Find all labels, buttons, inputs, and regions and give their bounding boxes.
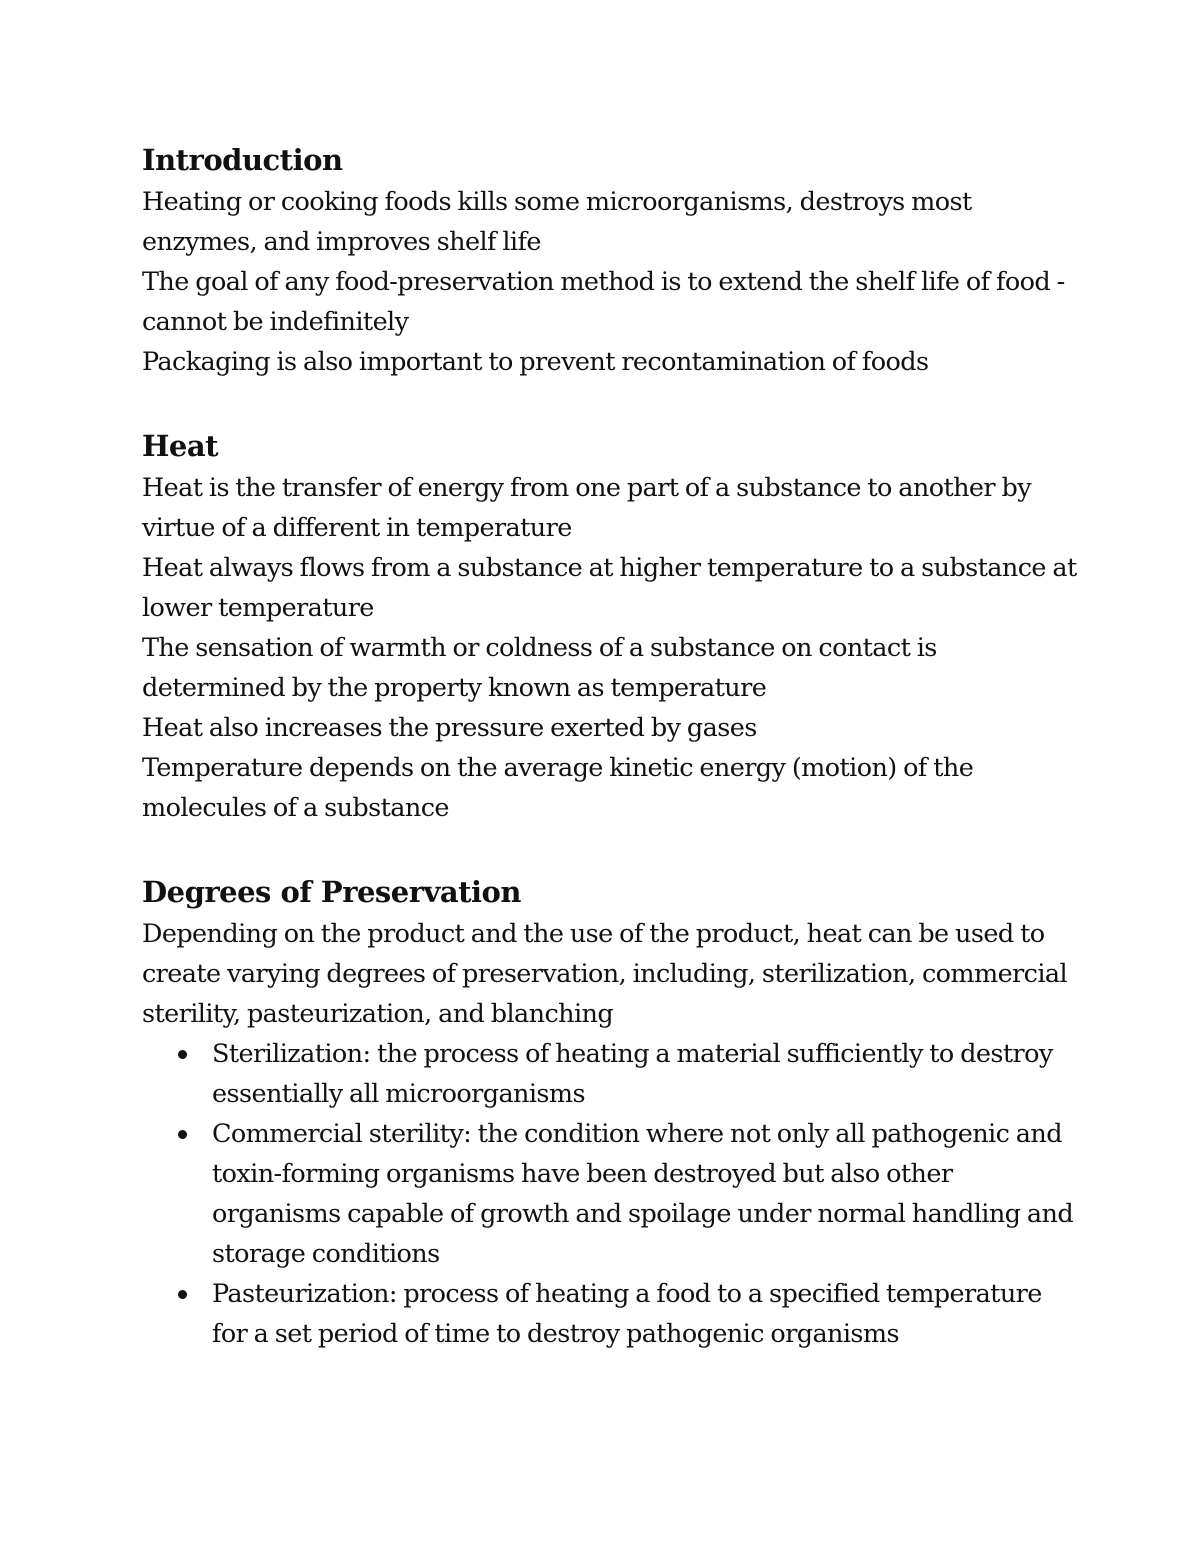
paragraph: Packaging is also important to prevent recontamination of foods	[142, 347, 929, 377]
paragraph: Heating or cooking foods kills some microorganisms, destroys most enzymes, and improves shelf life	[142, 187, 972, 257]
list-item	[212, 1034, 1082, 1114]
list-item-text: Commercial sterility: the condition where not only all pathogenic and toxin-forming organisms have been destroyed but also other organisms capable of growth and spoilage under normal handling and storage conditions	[212, 1119, 1074, 1269]
bullet-icon	[178, 1290, 187, 1299]
list-item	[212, 1114, 1082, 1274]
bullet-list	[142, 1034, 1082, 1354]
bullet-icon	[178, 1050, 187, 1059]
paragraph: Heat also increases the pressure exerted by gases	[142, 713, 757, 743]
paragraph: Heat always flows from a substance at higher temperature to a substance at lower temperature	[142, 553, 1077, 623]
section-heading: Degrees of Preservation	[142, 875, 521, 909]
paragraph: The goal of any food-preservation method is to extend the shelf life of food - cannot be indefinitely	[142, 267, 1065, 337]
paragraph: The sensation of warmth or coldness of a substance on contact is determined by the property known as temperature	[142, 633, 937, 703]
document-page	[142, 138, 1082, 1354]
paragraph: Temperature depends on the average kinetic energy (motion) of the molecules of a substance	[142, 753, 974, 823]
bullet-icon	[178, 1130, 187, 1139]
paragraph: Heat is the transfer of energy from one part of a substance to another by virtue of a different in temperature	[142, 473, 1032, 543]
section-heading: Heat	[142, 429, 219, 463]
section-degrees-of-preservation	[142, 870, 1082, 1354]
section-heading: Introduction	[142, 143, 343, 177]
list-item-text: Sterilization: the process of heating a material sufficiently to destroy essentially all microorganisms	[212, 1039, 1053, 1109]
list-item-text: Pasteurization: process of heating a food to a specified temperature for a set period of time to destroy pathogenic organisms	[212, 1279, 1042, 1349]
list-item	[212, 1274, 1082, 1354]
section-introduction	[142, 138, 1082, 382]
paragraph: Depending on the product and the use of the product, heat can be used to create varying degrees of preservation, including, sterilization, commercial sterility, pasteurization, and blanching	[142, 919, 1068, 1029]
section-heat	[142, 424, 1082, 828]
